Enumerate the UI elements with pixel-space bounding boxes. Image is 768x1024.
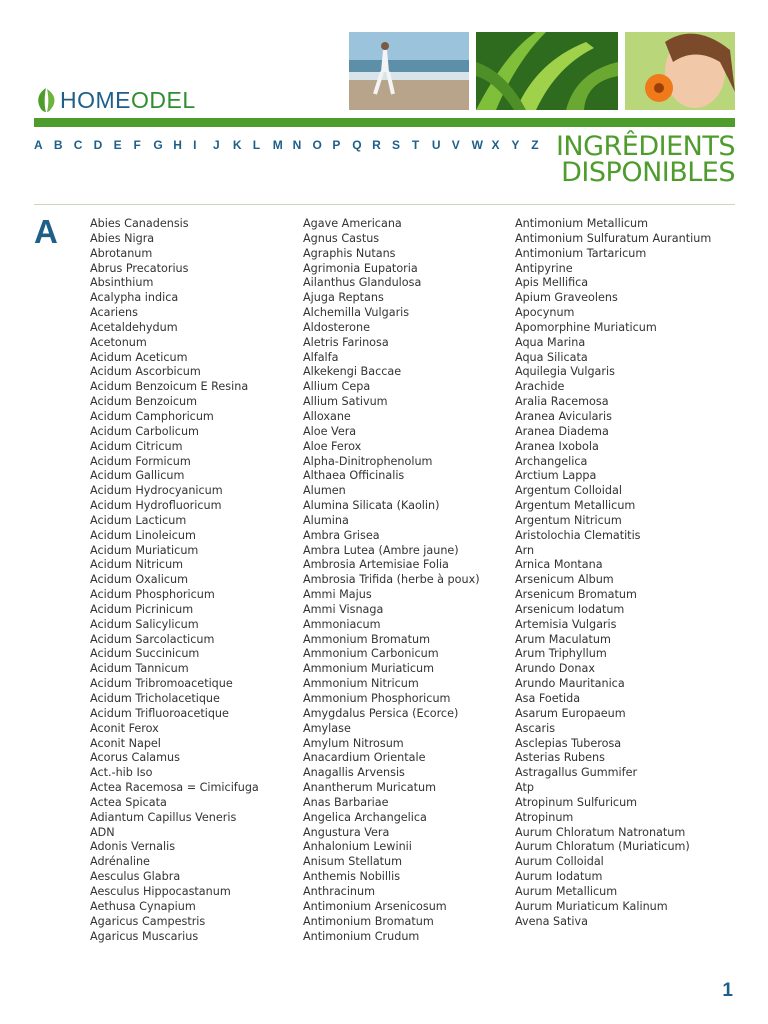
ingredient-item: Arundo Donax	[515, 662, 595, 676]
ingredient-item: Actea Spicata	[90, 795, 167, 809]
ingredient-item: Acidum Succinicum	[90, 647, 200, 661]
ingredient-item: Acidum Nitricum	[90, 558, 184, 572]
header-divider-bar	[34, 118, 735, 127]
ingredient-item: Ammonium Phosphoricum	[303, 692, 451, 705]
ingredient-item: Acidum Oxalicum	[90, 573, 188, 587]
ingredient-item: Anacardium Orientale	[303, 751, 426, 765]
ingredient-item: Antimonium Crudum	[303, 929, 420, 943]
ingredient-item: Arsenicum Bromatum	[515, 588, 637, 602]
section-letter: A	[34, 213, 58, 250]
ingredient-item: Apocynum	[515, 306, 575, 320]
ingredient-item: Acidum Hydrofluoricum	[90, 499, 222, 513]
ingredient-item: Aethusa Cynapium	[90, 899, 196, 913]
letter-link-d[interactable]: D	[93, 138, 103, 152]
leaf-icon	[35, 87, 57, 113]
ingredient-item: Aranea Ixobola	[515, 439, 599, 453]
ingredient-item: Ailanthus Glandulosa	[303, 276, 422, 290]
letter-link-f[interactable]: F	[133, 138, 141, 152]
ingredient-item: Ambra Grisea	[303, 528, 380, 542]
ingredient-item: Adonis Vernalis	[90, 840, 176, 854]
ingredient-item: Althaea Officinalis	[303, 469, 405, 483]
brand-name: HOMEODEL	[60, 86, 196, 113]
ingredient-item: Aesculus Hippocastanum	[90, 884, 231, 898]
ingredient-item: Absinthium	[90, 276, 154, 290]
ingredient-item: Aurum Colloidal	[515, 855, 604, 869]
ingredient-item: Agnus Castus	[303, 231, 380, 245]
letter-link-x[interactable]: X	[491, 138, 500, 152]
ingredient-item: Acidum Lacticum	[90, 513, 187, 527]
photo-woman-flower	[625, 32, 735, 110]
ingredient-item: Alchemilla Vulgaris	[303, 306, 410, 320]
ingredient-item: Aurum Chloratum (Muriaticum)	[515, 840, 690, 854]
ingredient-item: Acidum Formicum	[90, 454, 191, 468]
ingredient-item: Aldosterone	[303, 320, 370, 334]
letter-link-z[interactable]: Z	[531, 138, 539, 152]
ingredient-item: Aletris Farinosa	[303, 335, 389, 349]
ingredient-item: Acidum Benzoicum	[90, 395, 197, 409]
ingredient-item: Acidum Benzoicum E Resina	[90, 380, 249, 394]
ingredient-item: Actea Racemosa = Cimicifuga	[90, 781, 259, 795]
ingredient-item: Asterias Rubens	[515, 751, 605, 765]
ingredient-item: Acidum Hydrocyanicum	[90, 484, 223, 498]
letter-link-k[interactable]: K	[232, 138, 242, 152]
ingredient-item: Agraphis Nutans	[303, 246, 396, 260]
letter-link-v[interactable]: V	[451, 138, 460, 152]
ingredient-item: Aloe Vera	[303, 424, 357, 438]
letter-link-o[interactable]: O	[312, 138, 322, 152]
ingredient-item: Agaricus Campestris	[90, 914, 206, 928]
ingredient-item: Aconit Ferox	[90, 721, 159, 735]
ingredient-item: Alkekengi Baccae	[303, 365, 402, 379]
ingredient-item: Antimonium Bromatum	[303, 914, 434, 928]
ingredient-item: Acidum Carbolicum	[90, 424, 199, 438]
alphabet-index	[34, 138, 551, 152]
ingredient-item: Acetaldehydum	[90, 320, 178, 334]
ingredient-item: Anhalonium Lewinii	[303, 840, 412, 854]
ingredient-item: Acidum Ascorbicum	[90, 365, 201, 379]
ingredient-item: Asa Foetida	[515, 692, 581, 705]
letter-link-a[interactable]: A	[34, 138, 43, 152]
ingredient-item: Arum Triphyllum	[515, 647, 607, 661]
ingredient-item: Agave Americana	[303, 217, 402, 230]
ingredient-column-3	[515, 217, 711, 930]
letter-link-w[interactable]: W	[471, 138, 483, 152]
ingredient-item: Amylum Nitrosum	[303, 736, 404, 750]
letter-link-j[interactable]: J	[213, 138, 220, 152]
letter-link-i[interactable]: I	[193, 138, 197, 152]
ingredient-item: Atropinum	[515, 810, 574, 824]
ingredient-item: Acidum Salicylicum	[90, 617, 199, 631]
ingredient-item: Acidum Muriaticum	[90, 543, 199, 557]
ingredient-item: Acidum Gallicum	[90, 469, 185, 483]
ingredient-item: Antimonium Arsenicosum	[303, 899, 447, 913]
ingredient-item: Asarum Europaeum	[515, 706, 626, 720]
ingredient-item: Ajuga Reptans	[303, 291, 384, 305]
ingredient-item: Apomorphine Muriaticum	[515, 320, 657, 334]
ingredient-item: Ammonium Nitricum	[303, 677, 419, 691]
ingredient-item: Arn	[515, 543, 535, 557]
photo-beach-runner	[349, 32, 469, 110]
ingredient-item: Apis Mellifica	[515, 276, 589, 290]
ingredient-item: Amygdalus Persica (Ecorce)	[303, 706, 459, 720]
ingredient-item: Acidum Trifluoroacetique	[90, 706, 229, 720]
letter-link-g[interactable]: G	[153, 138, 163, 152]
title-divider	[34, 204, 735, 205]
ingredient-item: Adrénaline	[90, 855, 150, 869]
ingredient-item: Acalypha indica	[90, 291, 179, 305]
ingredient-item: Angelica Archangelica	[303, 810, 427, 824]
ingredient-item: Artemisia Vulgaris	[515, 617, 617, 631]
ingredient-item: Agrimonia Eupatoria	[303, 261, 418, 275]
photo-green-plants	[476, 32, 618, 110]
ingredient-item: Archangelica	[515, 454, 588, 468]
letter-link-u[interactable]: U	[431, 138, 441, 152]
ingredient-item: Alumina	[303, 513, 349, 527]
ingredient-item: Acidum Aceticum	[90, 350, 188, 364]
ingredient-item: Aranea Avicularis	[515, 409, 612, 423]
ingredient-item: Antimonium Tartaricum	[515, 246, 647, 260]
ingredient-item: Aurum Metallicum	[515, 884, 618, 898]
ingredient-item: Acorus Calamus	[90, 751, 180, 765]
ingredient-item: Arundo Mauritanica	[515, 677, 625, 691]
ingredient-item: Act.-hib Iso	[90, 766, 153, 780]
ingredient-item: Ascaris	[515, 721, 556, 735]
ingredient-item: Argentum Colloidal	[515, 484, 622, 498]
letter-link-n[interactable]: N	[292, 138, 302, 152]
letter-link-y[interactable]: Y	[511, 138, 520, 152]
ingredient-item: Acidum Camphoricum	[90, 409, 214, 423]
ingredient-item: Ammonium Carbonicum	[303, 647, 439, 661]
ingredient-item: Amylase	[303, 721, 351, 735]
ingredient-item: Acidum Linoleicum	[90, 528, 196, 542]
ingredient-item: Alpha-Dinitrophenolum	[303, 454, 433, 468]
ingredient-item: Abies Nigra	[90, 231, 155, 245]
ingredient-item: Anas Barbariae	[303, 795, 389, 809]
ingredient-item: Ambra Lutea (Ambre jaune)	[303, 543, 459, 557]
ingredient-item: Aesculus Glabra	[90, 870, 181, 884]
ingredient-item: Acidum Phosphoricum	[90, 588, 215, 602]
ingredient-item: Arachide	[515, 380, 565, 394]
ingredient-item: Arum Maculatum	[515, 632, 611, 646]
ingredient-item: Anthracinum	[303, 884, 376, 898]
ingredient-item: Aurum Iodatum	[515, 870, 603, 884]
brand-logo[interactable]	[35, 86, 196, 114]
ingredient-item: ADN	[90, 825, 115, 839]
letter-link-h[interactable]: H	[173, 138, 182, 152]
letter-link-b[interactable]: B	[53, 138, 63, 152]
ingredient-item: Alloxane	[303, 409, 351, 423]
ingredient-item: Ammi Majus	[303, 588, 372, 602]
ingredient-item: Abrotanum	[90, 246, 153, 260]
title-line-2: DISPONIBLES	[561, 157, 735, 188]
title-line-1: INGRÊDIENTS	[555, 131, 735, 162]
ingredient-item: Acidum Tannicum	[90, 662, 189, 676]
ingredient-item: Acidum Tribromoacetique	[90, 677, 233, 691]
ingredient-item: Arsenicum Iodatum	[515, 602, 625, 616]
ingredient-item: Aurum Chloratum Natronatum	[515, 825, 686, 839]
letter-link-r[interactable]: R	[372, 138, 381, 152]
ingredient-item: Aquilegia Vulgaris	[515, 365, 615, 379]
ingredient-item: Abrus Precatorius	[90, 261, 189, 275]
ingredient-item: Ammonium Bromatum	[303, 632, 431, 646]
ingredient-item: Anagallis Arvensis	[303, 766, 405, 780]
ingredient-item: Acidum Citricum	[90, 439, 183, 453]
ingredient-item: Arctium Lappa	[515, 469, 597, 483]
letter-link-t[interactable]: T	[411, 138, 420, 152]
letter-link-s[interactable]: S	[392, 138, 401, 152]
ingredient-item: Acidum Picrinicum	[90, 602, 194, 616]
ingredient-item: Aralia Racemosa	[515, 395, 609, 409]
ingredient-item: Aristolochia Clematitis	[515, 528, 641, 542]
ingredient-item: Aconit Napel	[90, 736, 161, 750]
ingredient-item: Asclepias Tuberosa	[515, 736, 622, 750]
letter-link-q[interactable]: Q	[352, 138, 362, 152]
page-title	[555, 131, 735, 188]
ingredient-item: Aurum Muriaticum Kalinum	[515, 899, 668, 913]
letter-link-m[interactable]: M	[272, 138, 283, 152]
letter-link-l[interactable]: L	[252, 138, 261, 152]
ingredient-item: Alumen	[303, 484, 346, 498]
letter-link-p[interactable]: P	[332, 138, 341, 152]
ingredient-item: Atropinum Sulfuricum	[515, 795, 638, 809]
ingredient-item: Acariens	[90, 306, 138, 320]
ingredient-item: Ambrosia Artemisiae Folia	[303, 558, 449, 572]
ingredient-item: Aqua Silicata	[515, 350, 588, 364]
ingredient-item: Arsenicum Album	[515, 573, 614, 587]
letter-link-c[interactable]: C	[73, 138, 83, 152]
ingredient-item: Aranea Diadema	[515, 424, 609, 438]
ingredient-item: Antimonium Metallicum	[515, 217, 648, 230]
ingredient-item: Atp	[515, 781, 534, 795]
ingredient-item: Antimonium Sulfuratum Aurantium	[515, 231, 712, 245]
ingredient-item: Ambrosia Trifida (herbe à poux)	[303, 573, 480, 587]
ingredient-item: Apium Graveolens	[515, 291, 618, 305]
ingredient-item: Aloe Ferox	[303, 439, 362, 453]
ingredient-item: Ammi Visnaga	[303, 602, 384, 616]
ingredient-item: Allium Sativum	[303, 395, 388, 409]
ingredient-item: Alumina Silicata (Kaolin)	[303, 499, 440, 513]
ingredient-item: Alfalfa	[303, 350, 339, 364]
ingredient-item: Allium Cepa	[303, 380, 371, 394]
ingredient-item: Aqua Marina	[515, 335, 586, 349]
ingredient-item: Anisum Stellatum	[303, 855, 403, 869]
ingredient-item: Anthemis Nobillis	[303, 870, 401, 884]
ingredient-item: Ammoniacum	[303, 617, 381, 631]
ingredient-item: Antipyrine	[515, 261, 573, 275]
ingredient-item: Arnica Montana	[515, 558, 603, 572]
ingredient-item: Avena Sativa	[515, 914, 588, 928]
ingredient-item: Abies Canadensis	[90, 217, 189, 230]
letter-link-e[interactable]: E	[113, 138, 122, 152]
page-number: 1	[722, 980, 733, 1001]
ingredient-item: Acetonum	[90, 335, 147, 349]
ingredient-item: Angustura Vera	[303, 825, 390, 839]
ingredient-item: Adiantum Capillus Veneris	[90, 810, 237, 824]
ingredient-item: Astragallus Gummifer	[515, 766, 638, 780]
ingredient-item: Anantherum Muricatum	[303, 781, 437, 795]
ingredient-item: Argentum Nitricum	[515, 513, 622, 527]
ingredient-item: Acidum Sarcolacticum	[90, 632, 215, 646]
ingredient-column-1	[90, 217, 259, 944]
ingredient-column-2	[303, 217, 480, 944]
ingredient-item: Agaricus Muscarius	[90, 929, 199, 943]
ingredient-item: Argentum Metallicum	[515, 499, 636, 513]
ingredient-item: Ammonium Muriaticum	[303, 662, 434, 676]
ingredient-item: Acidum Tricholacetique	[90, 692, 220, 705]
